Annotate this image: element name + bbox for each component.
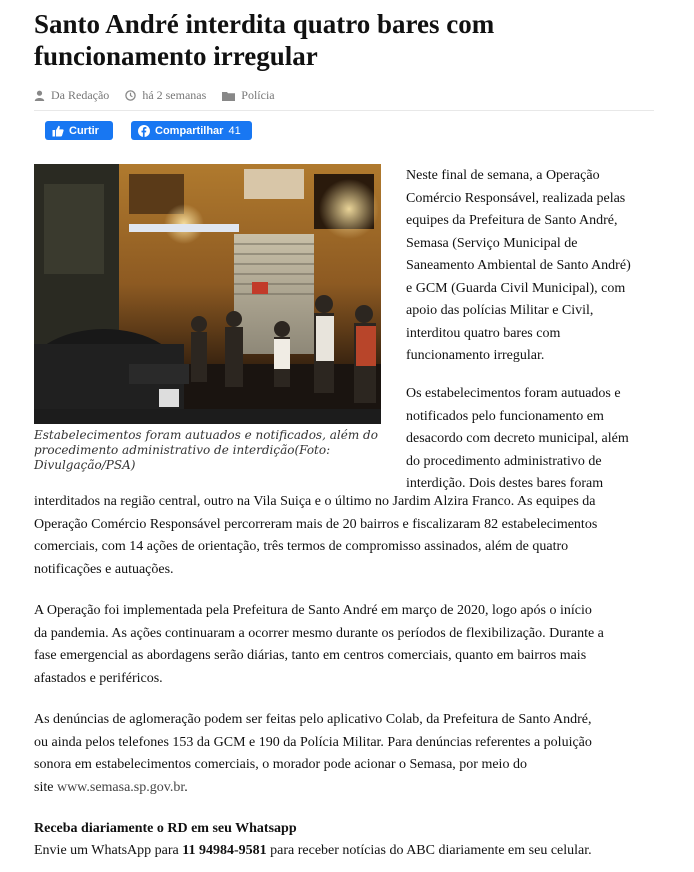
text-line: interdição. Dois destes bares foram: [406, 476, 604, 491]
text-line: sonora em estabelecimentos comerciais, o morador pode acionar o Semasa, por meio do: [34, 757, 527, 772]
text-line: Operação Comércio Responsável percorreram mais de 20 bairros e fiscalizaram 82 estabelecimentos: [34, 516, 598, 532]
meta-divider: [34, 110, 654, 111]
text-line: desacordo com decreto municipal, além: [406, 431, 629, 446]
facebook-share-button[interactable]: [131, 121, 252, 140]
author-name: Da Redação: [51, 88, 110, 102]
author-meta[interactable]: [34, 88, 109, 103]
whatsapp-prefix: Envie um WhatsApp para: [34, 843, 183, 858]
text-line: da pandemia. As ações continuaram a ocorrer mesmo durante os períodos de flexibilização. Durante a: [34, 625, 604, 641]
text-line: As denúncias de aglomeração podem ser feitas pelo aplicativo Colab, da Prefeitura de Santo André,: [34, 712, 592, 727]
text-line: Semasa (Serviço Municipal de: [406, 235, 578, 251]
time-meta: [125, 88, 206, 103]
text-line: afastados e periféricos.: [34, 670, 163, 686]
whatsapp-suffix: para receber notícias do ABC diariamente em seu celular.: [266, 843, 592, 858]
article-title: Santo André interdita quatro bares com funcionamento irregular: [34, 9, 495, 71]
third-paragraph: [34, 600, 654, 690]
semasa-link[interactable]: www.semasa.sp.gov.br: [56, 779, 185, 795]
text-line: A Operação foi implementada pela Prefeitura de Santo André em março de 2020, logo após o início: [34, 603, 592, 618]
photo-caption: Estabelecimentos foram autuados e notificados, além do procedimento administrativo de interdição(Foto: Divulgação/PSA): [34, 428, 378, 472]
folder-icon: [222, 91, 235, 101]
article-photo: [34, 164, 381, 424]
text-line: notificações e autuações.: [34, 561, 174, 577]
category-link[interactable]: Polícia: [241, 88, 275, 102]
text-line: do procedimento administrativo de: [406, 453, 602, 469]
share-label: Compartilhar: [155, 124, 224, 137]
second-paragraph-end: [34, 491, 654, 581]
facebook-like-button[interactable]: [45, 121, 113, 140]
text-line: equipes da Prefeitura de Santo André,: [406, 213, 618, 228]
whatsapp-heading: Receba diariamente o RD em seu Whatsapp: [34, 821, 297, 836]
post-time: há 2 semanas: [142, 88, 207, 102]
night-street-photo: [34, 164, 381, 424]
text-line: Os estabelecimentos foram autuados e: [406, 386, 621, 401]
article-meta: [34, 88, 291, 103]
text-line: interditou quatro bares com: [406, 325, 561, 341]
share-count: 41: [228, 124, 241, 137]
user-icon: [34, 90, 45, 101]
text-line: Neste final de semana, a Operação: [406, 168, 600, 183]
text-line: funcionamento irregular.: [406, 348, 545, 363]
text-line: fase emergencial as abordagens serão diárias, tanto em centros comerciais, quanto em bairros mais: [34, 648, 587, 663]
like-label: Curtir: [69, 124, 99, 137]
text-line: Saneamento Ambiental de Santo André): [406, 258, 631, 273]
intro-paragraph: [406, 165, 656, 368]
thumbs-up-icon: [52, 125, 64, 137]
fourth-paragraph: [34, 709, 654, 799]
text-line: Comércio Responsável, realizada pelas: [406, 190, 626, 206]
site-line: [34, 777, 654, 800]
text-line: notificados pelo funcionamento em: [406, 408, 604, 424]
site-prefix: site: [34, 779, 57, 795]
category-meta[interactable]: [222, 88, 274, 103]
second-paragraph-start: [406, 383, 656, 496]
text-line: apoio das polícias Militar e Civil,: [406, 303, 594, 318]
whatsapp-line: [34, 840, 654, 863]
text-line: ou ainda pelos telefones 153 da GCM e 190 da Polícia Militar. Para denúncias referentes a poluição: [34, 734, 592, 750]
whatsapp-number: 11 94984-9581: [182, 843, 267, 858]
text-line: interditados na região central, outro na Vila Suiça e o último no Jardim Alzira Franco. As equipes da: [34, 494, 596, 509]
text-line: e GCM (Guarda Civil Municipal), com: [406, 280, 626, 296]
clock-icon: [125, 90, 136, 101]
facebook-icon: [138, 125, 150, 137]
text-line: comerciais, com 14 ações de orientação, três termos de compromisso assinados, além de quatro: [34, 539, 569, 554]
site-suffix: .: [184, 779, 188, 795]
